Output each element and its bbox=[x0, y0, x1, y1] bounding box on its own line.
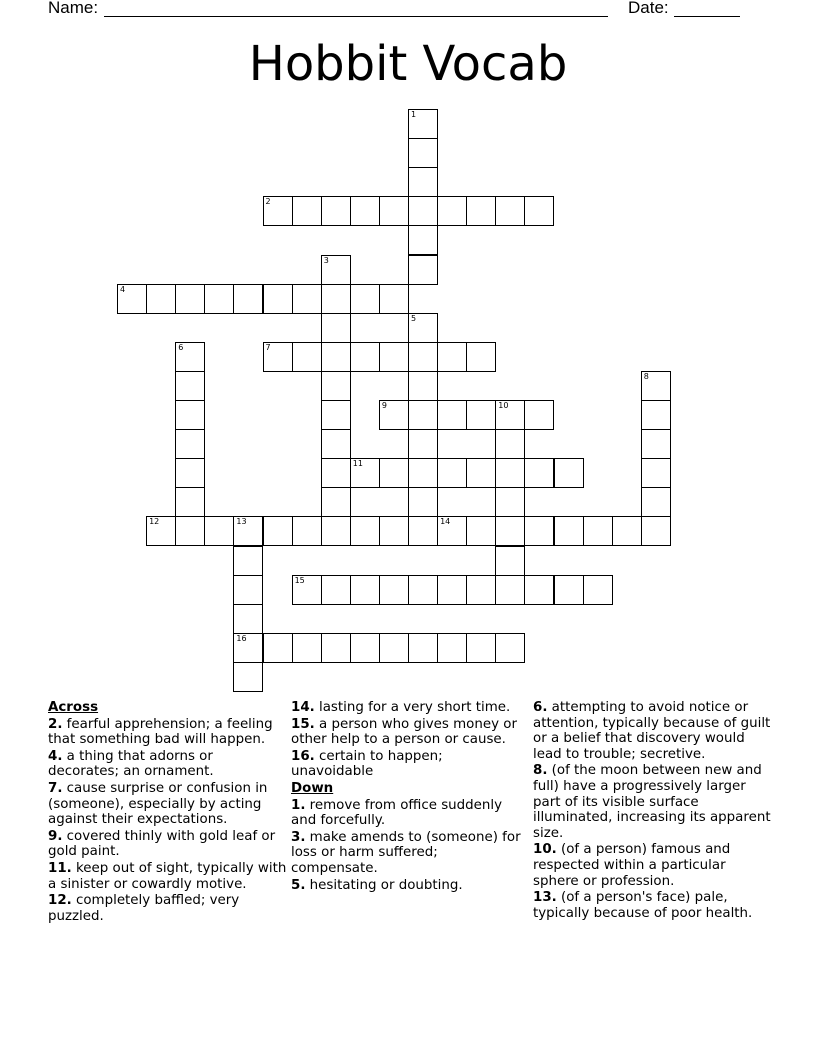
grid-cell[interactable] bbox=[641, 458, 671, 488]
grid-cell[interactable] bbox=[583, 516, 613, 546]
grid-cell[interactable] bbox=[263, 196, 293, 226]
across-clue-9: 9. covered thinly with gold leaf or gold paint. bbox=[48, 828, 276, 860]
grid-cell[interactable] bbox=[292, 196, 322, 226]
name-label: Name: bbox=[48, 0, 99, 17]
grid-cell[interactable] bbox=[292, 633, 322, 663]
grid-cell[interactable] bbox=[495, 633, 525, 663]
grid-cell[interactable] bbox=[175, 487, 205, 517]
grid-cell[interactable] bbox=[437, 516, 467, 546]
grid-cell[interactable] bbox=[583, 575, 613, 605]
grid-cell[interactable] bbox=[408, 458, 438, 488]
grid-cell[interactable] bbox=[408, 196, 438, 226]
grid-cell[interactable] bbox=[495, 429, 525, 459]
grid-cell[interactable] bbox=[350, 575, 380, 605]
grid-cell[interactable] bbox=[437, 196, 467, 226]
grid-cell[interactable] bbox=[146, 516, 176, 546]
down-clue-10: 10. (of a person) famous and respected within a particular sphere or profession. bbox=[533, 842, 731, 889]
grid-cell[interactable] bbox=[408, 371, 438, 401]
grid-cell[interactable] bbox=[524, 196, 554, 226]
clue-number: 15 bbox=[294, 575, 305, 585]
grid-cell[interactable] bbox=[554, 516, 584, 546]
grid-cell[interactable] bbox=[233, 604, 263, 634]
grid-cell[interactable] bbox=[233, 516, 263, 546]
grid-cell[interactable] bbox=[321, 371, 351, 401]
grid-cell[interactable] bbox=[408, 633, 438, 663]
grid-cell[interactable] bbox=[292, 575, 322, 605]
clue-number: 2 bbox=[265, 197, 271, 207]
across-clue-12: 12. completely baffled; very puzzled. bbox=[48, 893, 240, 924]
grid-cell[interactable] bbox=[321, 313, 351, 343]
grid-cell[interactable] bbox=[641, 516, 671, 546]
grid-cell[interactable] bbox=[641, 371, 671, 401]
grid-cell[interactable] bbox=[612, 516, 642, 546]
grid-cell[interactable] bbox=[495, 487, 525, 517]
grid-cell[interactable] bbox=[379, 196, 409, 226]
clues-column-1 bbox=[48, 700, 288, 925]
grid-cell[interactable] bbox=[524, 458, 554, 488]
grid-cell[interactable] bbox=[204, 516, 234, 546]
date-label: Date: bbox=[628, 0, 669, 17]
clue-number: 4 bbox=[120, 284, 126, 294]
grid-cell[interactable] bbox=[379, 342, 409, 372]
grid-cell[interactable] bbox=[408, 400, 438, 430]
down-clue-3: 3. make amends to (someone) for loss or harm suffered; compensate. bbox=[291, 829, 521, 876]
grid-cell[interactable] bbox=[321, 255, 351, 285]
grid-cell[interactable] bbox=[292, 284, 322, 314]
grid-cell[interactable] bbox=[233, 546, 263, 576]
grid-cell[interactable] bbox=[495, 546, 525, 576]
grid-cell[interactable] bbox=[554, 575, 584, 605]
grid-cell[interactable] bbox=[175, 284, 205, 314]
grid-cell[interactable] bbox=[233, 633, 263, 663]
grid-cell[interactable] bbox=[408, 313, 438, 343]
clue-number: 14 bbox=[440, 517, 451, 527]
clue-number: 7 bbox=[265, 342, 271, 352]
clue-number: 13 bbox=[236, 517, 247, 527]
grid-cell[interactable] bbox=[524, 400, 554, 430]
grid-cell[interactable] bbox=[408, 575, 438, 605]
grid-cell[interactable] bbox=[350, 516, 380, 546]
grid-cell[interactable] bbox=[175, 342, 205, 372]
grid-cell[interactable] bbox=[408, 109, 438, 139]
grid-cell[interactable] bbox=[146, 284, 176, 314]
grid-cell[interactable] bbox=[321, 516, 351, 546]
grid-cell[interactable] bbox=[292, 342, 322, 372]
down-clue-13: 13. (of a person's face) pale, typically because of poor health. bbox=[533, 890, 753, 921]
grid-cell[interactable] bbox=[321, 458, 351, 488]
grid-cell[interactable] bbox=[233, 575, 263, 605]
grid-cell[interactable] bbox=[495, 575, 525, 605]
grid-cell[interactable] bbox=[466, 575, 496, 605]
grid-cell[interactable] bbox=[379, 458, 409, 488]
grid-cell[interactable] bbox=[175, 371, 205, 401]
grid-cell[interactable] bbox=[321, 400, 351, 430]
grid-cell[interactable] bbox=[408, 487, 438, 517]
clue-number: 10 bbox=[498, 401, 509, 410]
across-clue-7: 7. cause surprise or confusion in (someone), especially by acting against their expectations. bbox=[48, 780, 268, 828]
grid-cell[interactable] bbox=[379, 400, 409, 430]
grid-cell[interactable] bbox=[321, 487, 351, 517]
grid-cell[interactable] bbox=[408, 429, 438, 459]
grid-cell[interactable] bbox=[233, 662, 263, 692]
grid-cell[interactable] bbox=[321, 575, 351, 605]
grid-cell[interactable] bbox=[175, 516, 205, 546]
clue-number: 5 bbox=[411, 313, 417, 323]
grid-cell[interactable] bbox=[379, 575, 409, 605]
across-heading: Across bbox=[48, 700, 99, 715]
down-heading: Down bbox=[291, 780, 334, 796]
grid-cell[interactable] bbox=[437, 633, 467, 663]
grid-cell[interactable] bbox=[495, 458, 525, 488]
clues-column-2 bbox=[291, 700, 521, 894]
grid-cell[interactable] bbox=[379, 633, 409, 663]
grid-cell[interactable] bbox=[350, 196, 380, 226]
grid-cell[interactable] bbox=[641, 429, 671, 459]
grid-cell[interactable] bbox=[466, 458, 496, 488]
grid-cell[interactable] bbox=[379, 516, 409, 546]
grid-cell[interactable] bbox=[263, 516, 293, 546]
grid-cell[interactable] bbox=[321, 196, 351, 226]
grid-cell[interactable] bbox=[641, 400, 671, 430]
clue-number: 12 bbox=[149, 517, 160, 527]
grid-cell[interactable] bbox=[175, 458, 205, 488]
clue-number: 8 bbox=[643, 371, 649, 381]
across-clue-11: 11. keep out of sight, typically with a sinister or cowardly motive. bbox=[48, 860, 287, 892]
grid-cell[interactable] bbox=[466, 196, 496, 226]
grid-cell[interactable] bbox=[263, 633, 293, 663]
grid-cell[interactable] bbox=[292, 516, 322, 546]
grid-cell[interactable] bbox=[408, 225, 438, 255]
across-clue-16: 16. certain to happen; unavoidable bbox=[291, 748, 443, 780]
grid-cell[interactable] bbox=[437, 458, 467, 488]
grid-cell[interactable] bbox=[524, 516, 554, 546]
grid-cell[interactable] bbox=[466, 342, 496, 372]
clues-column-3 bbox=[533, 700, 773, 922]
across-clue-15: 15. a person who gives money or other help to a person or cause. bbox=[291, 716, 517, 748]
grid-cell[interactable] bbox=[350, 284, 380, 314]
down-clue-1: 1. remove from office suddenly and forcefully. bbox=[291, 797, 503, 829]
grid-cell[interactable] bbox=[263, 342, 293, 372]
grid-cell[interactable] bbox=[204, 284, 234, 314]
clue-number: 1 bbox=[411, 110, 417, 119]
grid-cell[interactable] bbox=[495, 196, 525, 226]
down-clue-5: 5. hesitating or doubting. bbox=[291, 877, 463, 893]
grid-cell[interactable] bbox=[321, 342, 351, 372]
clue-number: 3 bbox=[323, 255, 329, 265]
grid-cell[interactable] bbox=[263, 284, 293, 314]
grid-cell[interactable] bbox=[321, 429, 351, 459]
across-clue-2: 2. fearful apprehension; a feeling that something bad will happen. bbox=[48, 716, 273, 748]
grid-cell[interactable] bbox=[350, 458, 380, 488]
grid-cell[interactable] bbox=[437, 400, 467, 430]
grid-cell[interactable] bbox=[466, 516, 496, 546]
grid-cell[interactable] bbox=[495, 516, 525, 546]
across-clue-14: 14. lasting for a very short time. bbox=[291, 700, 511, 715]
down-clue-6: 6. attempting to avoid notice or attention, typically because of guilt or a belief that discovery would lead to trouble; secretive. bbox=[533, 700, 771, 762]
grid-cell[interactable] bbox=[408, 516, 438, 546]
across-clue-4: 4. a thing that adorns or decorates; an ornament. bbox=[48, 748, 214, 780]
clue-number: 11 bbox=[352, 459, 363, 469]
grid-cell[interactable] bbox=[350, 342, 380, 372]
grid-cell[interactable] bbox=[524, 575, 554, 605]
grid-cell[interactable] bbox=[495, 400, 525, 430]
grid-cell[interactable] bbox=[408, 167, 438, 197]
grid-cell[interactable] bbox=[554, 458, 584, 488]
grid-cell[interactable] bbox=[175, 400, 205, 430]
down-clue-8: 8. (of the moon between new and full) have a progressively larger part of its visible surface illuminated, increasing its apparent size. bbox=[533, 763, 771, 841]
grid-cell[interactable] bbox=[408, 138, 438, 168]
grid-cell[interactable] bbox=[408, 342, 438, 372]
puzzle-title: Hobbit Vocab bbox=[248, 36, 568, 92]
grid-cell[interactable] bbox=[117, 284, 147, 314]
grid-cell[interactable] bbox=[321, 633, 351, 663]
grid-cell[interactable] bbox=[321, 284, 351, 314]
grid-cell[interactable] bbox=[379, 284, 409, 314]
clue-number: 6 bbox=[178, 342, 184, 352]
grid-cell[interactable] bbox=[233, 284, 263, 314]
clue-number: 9 bbox=[381, 401, 387, 410]
grid-cell[interactable] bbox=[466, 633, 496, 663]
grid-cell[interactable] bbox=[641, 487, 671, 517]
grid-cell[interactable] bbox=[408, 255, 438, 285]
grid-cell[interactable] bbox=[437, 342, 467, 372]
grid-cell[interactable] bbox=[175, 429, 205, 459]
grid-cell[interactable] bbox=[437, 575, 467, 605]
grid-cell[interactable] bbox=[466, 400, 496, 430]
clue-number: 16 bbox=[236, 633, 247, 643]
grid-cell[interactable] bbox=[350, 633, 380, 663]
